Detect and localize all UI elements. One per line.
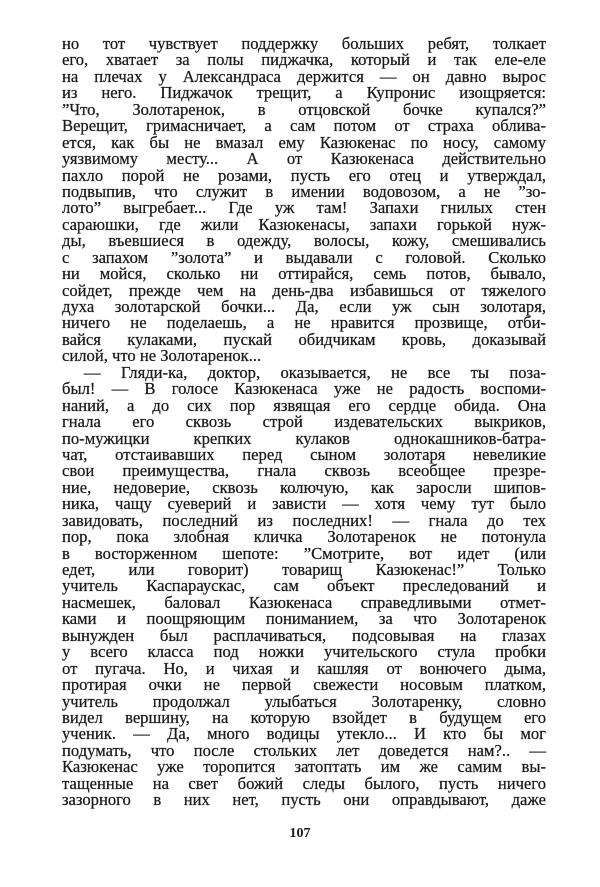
text-line: ”Что, Золотаренок, в отцовской бочке купался?” bbox=[62, 99, 546, 119]
text-line: вынужден был расплачиваться, подсовывая на глазах bbox=[62, 625, 546, 645]
text-line: у всего класса под ножки учительского стула пробки bbox=[62, 642, 546, 662]
text-line: в восторженном шепоте: ”Смотрите, вот идет (или bbox=[62, 543, 546, 563]
text-line: ды, въевшиеся в одежду, волосы, кожу, смешивались bbox=[62, 231, 546, 251]
text-line: ученик. — Да, много водицы утекло... И кто бы мог bbox=[62, 724, 546, 744]
text-line: чат, отстаивавших перед сыном золотаря невеликие bbox=[62, 444, 546, 464]
text-line: силой, что не Золотаренок... bbox=[62, 346, 262, 366]
text-line: ние, недоверие, сквозь колючую, как заросли шипов- bbox=[62, 477, 546, 497]
text-line: но тот чувствует поддержку больших ребят, толкает bbox=[62, 34, 546, 53]
text-line: уязвимому месту... А от Казюкенаса действительно bbox=[62, 149, 546, 169]
text-line: подумать, что после стольких лет доведется нам?.. — bbox=[62, 740, 546, 760]
text-line: с запахом ”золота” и выдавали с головой. Сколько bbox=[62, 247, 546, 267]
text-line: Верещит, гримасничает, а сам потом от страха облива- bbox=[62, 116, 546, 136]
text-line: ками и поощряющим пониманием, за что Золотаренок bbox=[62, 609, 546, 629]
text-line: сойдет, прежде чем на день-два избавишься от тяжелого bbox=[62, 280, 546, 300]
text-line: на плечах у Александраса держится — он давно вырос bbox=[62, 66, 546, 86]
text-line: его, хватает за полы пиджачка, который и так еле-еле bbox=[62, 50, 546, 70]
text-line: по-мужицки крепких кулаков однокашников-батра- bbox=[62, 428, 546, 448]
text-line: из него. Пиджачок трещит, а Купронис изощряется: bbox=[62, 83, 546, 103]
text-line: ется, как бы не вмазал ему Казюкенас по носу, самому bbox=[62, 132, 546, 152]
text-line: пор, пока злобная кличка Золотаренок не потонула bbox=[62, 527, 546, 547]
text-line: пахло порой не розами, пусть его отец и утверждал, bbox=[62, 165, 546, 185]
text-line: был! — В голосе Казюкенаса уже не радость воспоми- bbox=[62, 379, 546, 399]
text-line: сараюшки, где жили Казюкенасы, запахи горькой нуж- bbox=[62, 214, 546, 234]
text-line: лото” выгребает... Где уж там! Запахи гнилых стен bbox=[62, 198, 546, 218]
text-line: протирая очки не первой свежести носовым платком, bbox=[62, 675, 546, 695]
text-line: едет, или говорит) товарищ Казюкенас!” Только bbox=[62, 560, 546, 579]
text-line: насмешек, баловал Казюкенаса справедливыми отмет- bbox=[62, 592, 546, 612]
text-line: учитель Каспараускас, сам объект преследований и bbox=[62, 576, 546, 596]
text-line: видел вершину, на которую взойдет в будущем его bbox=[62, 707, 546, 727]
text-line: вайся кулаками, пускай обидчикам кровь, доказывай bbox=[62, 329, 546, 349]
text-line: подвыпив, что служит в имении водовозом, а не ”зо- bbox=[62, 181, 546, 201]
page-number: 107 bbox=[289, 826, 311, 841]
text-line: Казюкенас уже торопится затоптать им же самим вы- bbox=[62, 757, 546, 777]
text-line: гнала его сквозь строй издевательских выкриков, bbox=[62, 412, 546, 432]
text-line: тащенные на свет божий следы былого, пусть ничего bbox=[62, 773, 546, 793]
text-line: зазорного в них нет, пусть они оправдывают, даже bbox=[62, 790, 546, 810]
text-line: ни мойся, сколько ни оттирайся, семь потов, бывало, bbox=[62, 264, 546, 284]
text-line: завидовать, последний из последних! — гнала до тех bbox=[62, 510, 546, 530]
text-line: ничего не поделаешь, а не нравится прозвище, отби- bbox=[62, 313, 546, 333]
text-line: свои преимущества, гнала сквозь всеобщее презре- bbox=[62, 461, 546, 481]
text-line: учитель продолжал улыбаться Золотаренку, словно bbox=[62, 691, 546, 711]
book-page-text bbox=[62, 36, 546, 809]
text-line: духа золотарской бочки... Да, если уж сын золотаря, bbox=[62, 297, 546, 316]
text-line: наний, а до сих пор язвящая его сердце обида. Она bbox=[62, 395, 546, 415]
text-line: — Гляди-ка, доктор, оказывается, не все ты поза- bbox=[84, 362, 546, 382]
text-line: от пугача. Но, и чихая и кашляя от вонючего дыма, bbox=[62, 658, 546, 678]
text-line: ника, чащу суеверий и зависти — хотя чему тут было bbox=[62, 494, 546, 514]
